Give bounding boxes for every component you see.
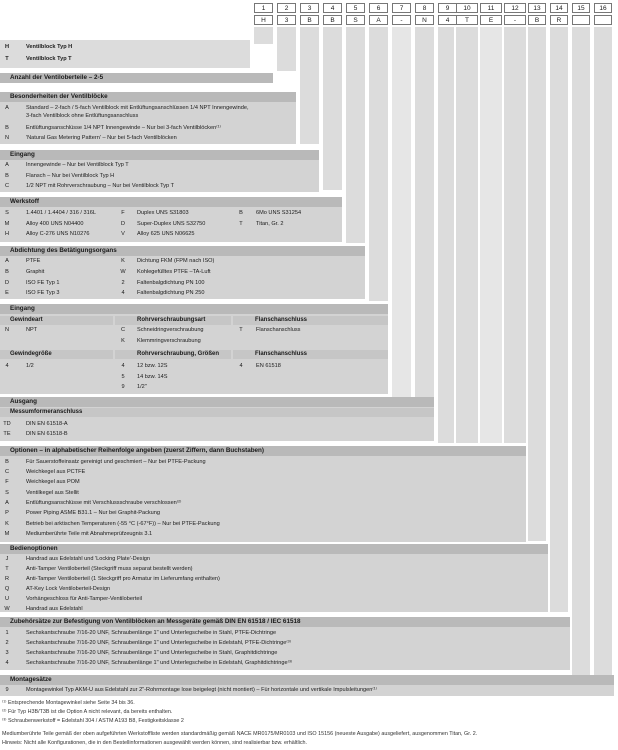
code: T bbox=[5, 566, 9, 572]
option-label: Power Piping ASME B31.1 – Nur bei Graphit-Packung bbox=[26, 510, 161, 516]
option-label: Ventilkegel aus Stellit bbox=[26, 490, 79, 496]
code: C bbox=[120, 327, 126, 333]
code: D bbox=[4, 280, 10, 286]
code: T bbox=[239, 327, 243, 333]
code: B bbox=[5, 173, 9, 179]
code: N bbox=[4, 327, 10, 333]
position-number: 3 bbox=[300, 3, 319, 13]
code: Q bbox=[4, 586, 10, 592]
tube-size-label: 12 bzw. 12S bbox=[137, 363, 168, 369]
feature-label: Entlüftungsanschlüsse 1/4 NPT Innengewinde – Nur bei 3-fach Ventilblöcken⁽¹⁾ bbox=[26, 125, 221, 131]
accessories-title: Zubehörsätze zur Befestigung von Ventilblöcken an Messgeräte gemäß DIN EN 61518 / IEC 61518 bbox=[0, 617, 570, 627]
code: K bbox=[121, 338, 125, 344]
seal-label: Faltenbalgdichtung PN 250 bbox=[137, 290, 205, 296]
tube-size-label: 14 bzw. 14S bbox=[137, 374, 168, 380]
thread-label: NPT bbox=[26, 327, 38, 333]
operation-label: Anti-Tamper Ventiloberteil (1 Steckgriff pro Armatur im Lieferumfang enthalten) bbox=[26, 576, 220, 582]
options-title: Optionen – in alphabetischer Reihenfolge angeben (zuerst Ziffern, dann Buchstaben) bbox=[0, 446, 526, 456]
position-number: 4 bbox=[323, 3, 342, 13]
inlet-label: 1/2 NPT mit Rohrverschraubung – Nur bei Ventilblock Typ T bbox=[26, 183, 174, 189]
position-number: 12 bbox=[504, 3, 526, 13]
code: F bbox=[121, 210, 125, 216]
flange-size-title: Flanschanschluss bbox=[233, 350, 388, 359]
code: H bbox=[4, 231, 10, 237]
position-code bbox=[572, 15, 590, 25]
code: A bbox=[5, 500, 9, 506]
option-label: Mediumberührte Teile mit Abnahmeprüfzeugnis 3.1 bbox=[26, 531, 153, 537]
column-bar bbox=[277, 27, 296, 71]
position-code: S bbox=[346, 15, 365, 25]
code: 4 bbox=[5, 363, 9, 369]
material-label: Alloy 400 UNS N04400 bbox=[26, 221, 84, 227]
mounting-title: Montagesätze bbox=[0, 675, 614, 685]
column-bar bbox=[254, 27, 273, 44]
code: W bbox=[120, 269, 126, 275]
code: F bbox=[5, 479, 9, 485]
position-number: 7 bbox=[392, 3, 411, 13]
code: 2 bbox=[121, 280, 125, 286]
option-label: Betrieb bei arktischen Temperaturen (-55 °C (-67°F)) – Nur bei PTFE-Packung bbox=[26, 521, 220, 527]
accessory-label: Sechskantschraube 7/16-20 UNF, Schraubenlänge 1" und Unterlegscheibe in Stahl, Graphitdichtringe bbox=[26, 650, 278, 656]
material-title: Werkstoff bbox=[0, 197, 342, 207]
seal-label: Dichtung FKM (FPM nach ISO) bbox=[137, 258, 215, 264]
tube-size-label: 1/2" bbox=[137, 384, 147, 390]
code: C bbox=[4, 469, 10, 475]
column-bar bbox=[504, 27, 526, 443]
position-number: 6 bbox=[369, 3, 388, 13]
code: N bbox=[4, 135, 10, 141]
operation-title: Bedienoptionen bbox=[0, 544, 548, 554]
position-code: T bbox=[456, 15, 478, 25]
code: 4 bbox=[239, 363, 243, 369]
position-number: 9 bbox=[438, 3, 457, 13]
position-number: 10 bbox=[456, 3, 478, 13]
position-number: 11 bbox=[480, 3, 502, 13]
code: S bbox=[5, 210, 9, 216]
tube-fitting-title: Rohrverschraubungsart bbox=[115, 316, 231, 325]
position-code: B bbox=[528, 15, 546, 25]
seal-label: PTFE bbox=[26, 258, 41, 264]
size-title: Gewindegröße bbox=[0, 350, 113, 359]
operation-label: Handrad aus Edelstahl bbox=[26, 606, 83, 612]
block-type-label: Ventilblock Typ T bbox=[26, 56, 72, 62]
position-number: 1 bbox=[254, 3, 273, 13]
position-number: 13 bbox=[528, 3, 546, 13]
footnote: ⁽³⁾ Schraubenwerkstoff = Edelstahl 304 / ASTM A193 B8, Festigkeitsklasse 2 bbox=[2, 718, 184, 724]
tube-label: Schneidringverschraubung bbox=[137, 327, 204, 333]
position-code: R bbox=[550, 15, 568, 25]
code: B bbox=[5, 269, 9, 275]
accessory-label: Sechskantschraube 7/16-20 UNF, Schraubenlänge 1" und Unterlegscheibe in Edelstahl, Graphitdichtringe⁽³⁾ bbox=[26, 660, 293, 666]
code: K bbox=[5, 521, 9, 527]
code: TE bbox=[3, 431, 11, 437]
operation-label: AT-Key Lock Ventiloberteil-Design bbox=[26, 586, 111, 592]
code: B bbox=[5, 125, 9, 131]
thread-title: Gewindeart bbox=[0, 316, 113, 325]
code: R bbox=[4, 576, 10, 582]
code: A bbox=[5, 105, 9, 111]
column-bar bbox=[415, 27, 434, 397]
column-bar bbox=[550, 27, 568, 612]
code: U bbox=[4, 596, 10, 602]
seal-label: Faltenbalgdichtung PN 100 bbox=[137, 280, 205, 286]
code: W bbox=[4, 606, 10, 612]
position-code: A bbox=[369, 15, 388, 25]
seal-title: Abdichtung des Betätigungsorgans bbox=[0, 246, 365, 256]
position-code: B bbox=[323, 15, 342, 25]
transmitter-connection-title: Messumformeranschluss bbox=[0, 408, 434, 417]
column-bar bbox=[528, 27, 546, 541]
code: K bbox=[121, 258, 125, 264]
code: 1 bbox=[5, 630, 9, 636]
flange-title: Flanschanschluss bbox=[233, 316, 388, 325]
code: 9 bbox=[121, 384, 125, 390]
position-number: 5 bbox=[346, 3, 365, 13]
position-code bbox=[594, 15, 612, 25]
position-code: E bbox=[480, 15, 502, 25]
position-number: 2 bbox=[277, 3, 296, 13]
material-label: 6Mo UNS S31254 bbox=[256, 210, 302, 216]
code: D bbox=[120, 221, 126, 227]
footnote: ⁽¹⁾ Entsprechende Montagewinkel siehe Seite 34 bis 36. bbox=[2, 700, 135, 706]
seal-label: Graphit bbox=[26, 269, 45, 275]
code: A bbox=[5, 162, 9, 168]
column-bar bbox=[594, 27, 612, 685]
feature-label: 'Natural Gas Metering Pattern' – Nur bei 5-fach Ventilblöcken bbox=[26, 135, 177, 141]
option-label: Entlüftungsanschlüsse mit Verschlussschraube verschlossen⁽²⁾ bbox=[26, 500, 182, 506]
inlet-label: Flansch – Nur bei Ventilblock Typ H bbox=[26, 173, 115, 179]
material-label: Super-Duplex UNS S32750 bbox=[137, 221, 206, 227]
option-label: Weichkegel aus PCTFE bbox=[26, 469, 86, 475]
code: T bbox=[239, 221, 243, 227]
position-code: 3 bbox=[277, 15, 296, 25]
code: A bbox=[5, 258, 9, 264]
seal-label: ISO FE Typ 3 bbox=[26, 290, 60, 296]
size-label: 1/2 bbox=[26, 363, 34, 369]
code: V bbox=[121, 231, 125, 237]
block-type-label: Ventilblock Typ H bbox=[26, 44, 73, 50]
code: H bbox=[4, 44, 10, 50]
code: P bbox=[5, 510, 9, 516]
position-code: H bbox=[254, 15, 273, 25]
tube-size-title: Rohrverschraubung, Größen bbox=[115, 350, 231, 359]
material-label: Alloy C-276 UNS N10276 bbox=[26, 231, 90, 237]
code: 4 bbox=[121, 363, 125, 369]
material-label: 1.4401 / 1.4404 / 316 / 316L bbox=[26, 210, 96, 216]
code: TD bbox=[3, 421, 11, 427]
feature-label: Standard – 2-fach / 5-fach Ventilblock mit Entlüftungsanschlüssen 1/4 NPT Innengewinde, bbox=[26, 105, 249, 111]
flange-size-label: EN 61518 bbox=[256, 363, 281, 369]
position-code: B bbox=[300, 15, 319, 25]
column-bar bbox=[346, 27, 365, 243]
column-bar bbox=[323, 27, 342, 190]
position-code: - bbox=[504, 15, 526, 25]
code: 4 bbox=[121, 290, 125, 296]
code: M bbox=[4, 221, 10, 227]
operation-label: Anti-Tamper Ventiloberteil (Steckgriff muss separat bestellt werden) bbox=[26, 566, 193, 572]
option-label: Weichkegel aus POM bbox=[26, 479, 80, 485]
valve-count-title: Anzahl der Ventiloberteile – 2-5 bbox=[0, 73, 273, 83]
seal-label: ISO FE Typ 1 bbox=[26, 280, 60, 286]
footnote: Mediumberührte Teile gemäß der oben aufgeführten Werkstoffliste werden standardmäßig gemäß NACE MR0175/MR0103 und ISO 15156 (neueste Ausgabe) ausgeliefert, ausgenommen Titan, Gr. 2. bbox=[2, 731, 478, 737]
position-number: 16 bbox=[594, 3, 612, 13]
position-number: 8 bbox=[415, 3, 434, 13]
connection-title: Eingang bbox=[0, 304, 388, 314]
code: B bbox=[239, 210, 243, 216]
outlet-label: DIN EN 61518-A bbox=[26, 421, 68, 427]
accessory-label: Sechskantschraube 7/16-20 UNF, Schraubenlänge 1" und Unterlegscheibe in Stahl, PTFE-Dichtringe bbox=[26, 630, 277, 636]
code: 2 bbox=[5, 640, 9, 646]
column-bar bbox=[480, 27, 502, 443]
code: J bbox=[5, 556, 9, 562]
position-code: N bbox=[415, 15, 434, 25]
code: C bbox=[4, 183, 10, 189]
column-bar bbox=[456, 27, 478, 443]
code: B bbox=[5, 459, 9, 465]
code: M bbox=[4, 531, 10, 537]
tube-label: Klemmringverschraubung bbox=[137, 338, 201, 344]
feature-label: 3-fach Ventilblock ohne Entlüftungsanschluss bbox=[26, 113, 139, 119]
code: 3 bbox=[5, 650, 9, 656]
material-label: Alloy 625 UNS N06625 bbox=[137, 231, 195, 237]
inlet-title: Eingang bbox=[0, 150, 319, 160]
code: S bbox=[5, 490, 9, 496]
column-bar bbox=[392, 27, 411, 397]
outlet-title: Ausgang bbox=[0, 397, 434, 407]
position-code: 4 bbox=[438, 15, 457, 25]
accessory-label: Sechskantschraube 7/16-20 UNF, Schraubenlänge 1" und Unterlegscheibe in Edelstahl, PTFE-Dichtringe⁽³⁾ bbox=[26, 640, 291, 646]
mounting-label: Montagewinkel Typ AKM-U aus Edelstahl zur 2"-Rohrmontage lose beigelegt (nicht montiert) – Für horizontale und vertikale Impulsleitungen⁽¹⁾ bbox=[26, 687, 377, 693]
position-number: 15 bbox=[572, 3, 590, 13]
features-title: Besonderheiten der Ventilblöcke bbox=[0, 92, 296, 102]
footnote: Hinweis: Nicht alle Konfigurationen, die in den Bestellinformationen ausgewählt werden können, sind realisierbar bzw. erhältlich. bbox=[2, 740, 308, 746]
column-bar bbox=[300, 27, 319, 144]
operation-label: Vorhängeschloss für Anti-Tamper-Ventiloberteil bbox=[26, 596, 142, 602]
option-label: Für Sauerstoffeinsatz gereinigt und geschmiert – Nur bei PTFE-Packung bbox=[26, 459, 206, 465]
outlet-label: DIN EN 61518-B bbox=[26, 431, 68, 437]
column-bar bbox=[572, 27, 590, 685]
seal-label: Kohlegefülltes PTFE –TA-Luft bbox=[137, 269, 211, 275]
inlet-label: Innengewinde – Nur bei Ventilblock Typ T bbox=[26, 162, 129, 168]
code: T bbox=[5, 56, 9, 62]
flange-label: Flanschanschluss bbox=[256, 327, 301, 333]
code: E bbox=[5, 290, 9, 296]
column-bar bbox=[438, 27, 454, 443]
position-number: 14 bbox=[550, 3, 568, 13]
column-bar bbox=[369, 27, 388, 301]
material-label: Titan, Gr. 2 bbox=[256, 221, 284, 227]
code: 5 bbox=[121, 374, 125, 380]
operation-label: Handrad aus Edelstahl und 'Locking Plate'-Design bbox=[26, 556, 151, 562]
material-label: Duplex UNS S31803 bbox=[137, 210, 189, 216]
code: 4 bbox=[5, 660, 9, 666]
footnote: ⁽²⁾ Für Typ H3B/T3B ist die Option A nicht relevant, da bereits enthalten. bbox=[2, 709, 173, 715]
code: 9 bbox=[5, 687, 9, 693]
position-code: - bbox=[392, 15, 411, 25]
